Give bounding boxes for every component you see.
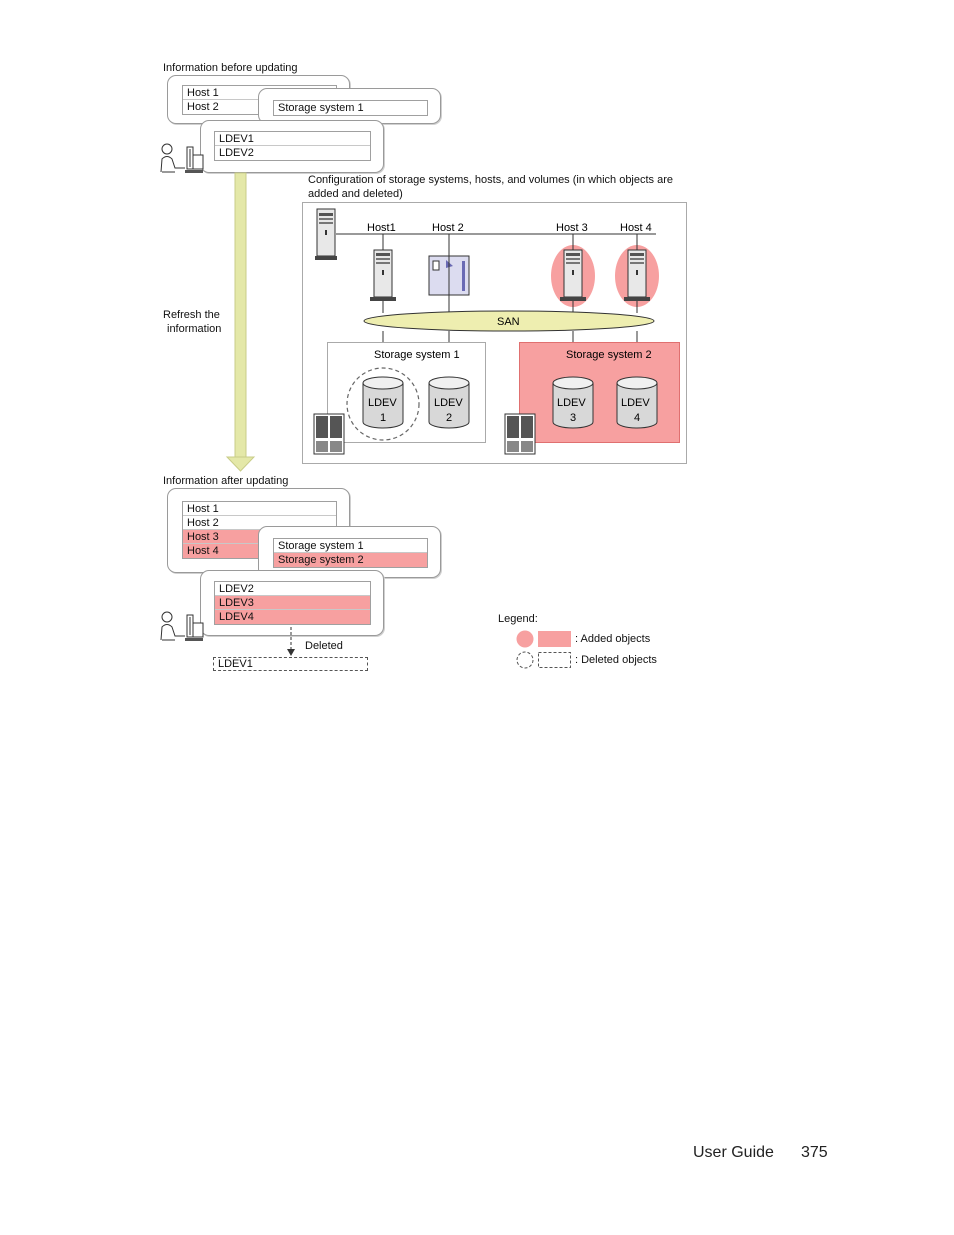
before-title: Information before updating xyxy=(163,62,298,74)
legend-added-rect xyxy=(538,631,571,647)
list-item: Host 2 xyxy=(187,101,219,113)
management-server-icon xyxy=(315,209,337,260)
list-item-added: Host 3 xyxy=(183,530,336,544)
list-item: Storage system 1 xyxy=(278,102,364,114)
legend-added-label: : Added objects xyxy=(575,633,651,645)
legend-deleted-label: : Deleted objects xyxy=(575,654,657,666)
before-ldev-list xyxy=(214,131,371,161)
refresh-label-line1: Refresh the xyxy=(163,309,220,321)
storage-cabinet2-icon xyxy=(505,414,535,454)
config-caption-line1: Configuration of storage systems, hosts, and volumes (in which objects are xyxy=(308,174,674,186)
legend-added-circle xyxy=(517,631,534,648)
ldev-label: LDEV xyxy=(434,397,463,409)
list-item: LDEV1 xyxy=(215,132,370,146)
legend-deleted-circle xyxy=(517,652,533,668)
ldev3-cylinder-icon xyxy=(553,377,593,428)
before-storage-panel xyxy=(258,88,441,124)
legend-swatches xyxy=(515,629,577,671)
ldev4-cylinder-icon xyxy=(617,377,657,428)
host-label: Host1 xyxy=(367,222,396,234)
host-label: Host 4 xyxy=(620,222,652,234)
list-item: Host 1 xyxy=(183,86,336,100)
ldev-label: LDEV xyxy=(368,397,397,409)
list-item: Host 1 xyxy=(183,502,336,516)
user-at-computer-icon xyxy=(159,610,205,642)
ldev1-cylinder-icon xyxy=(363,377,403,428)
list-item-added: Host 4 xyxy=(183,544,336,558)
host-label: Host 3 xyxy=(556,222,588,234)
config-caption-line2: added and deleted) xyxy=(308,188,403,200)
ldev-label: LDEV xyxy=(621,397,650,409)
ldev-number: 3 xyxy=(570,412,577,424)
san-label: SAN xyxy=(497,316,520,328)
ldev-label: LDEV xyxy=(557,397,586,409)
ldev-number: 1 xyxy=(380,412,387,424)
host2-server-icon xyxy=(429,256,469,295)
storage-cabinet1-icon xyxy=(314,414,344,454)
configuration-diagram xyxy=(300,200,690,466)
host3-server-icon xyxy=(560,250,586,301)
refresh-arrow xyxy=(225,172,257,474)
deleted-arrow xyxy=(284,626,298,658)
legend-title: Legend: xyxy=(498,613,538,625)
storage-system2-label: Storage system 2 xyxy=(566,349,652,361)
footer-page-number: 375 xyxy=(801,1144,828,1161)
host1-server-icon xyxy=(370,250,396,301)
list-item: LDEV2 xyxy=(219,147,254,159)
storage-system1-label: Storage system 1 xyxy=(374,349,460,361)
ldev-number: 2 xyxy=(446,412,453,424)
after-storage-list xyxy=(273,538,428,568)
list-item: Host 2 xyxy=(183,516,336,530)
list-item-added: LDEV4 xyxy=(215,610,370,624)
legend-deleted-rect xyxy=(539,653,571,668)
list-item: Storage system 1 xyxy=(274,539,427,553)
list-item-added: LDEV3 xyxy=(215,596,370,610)
deleted-label: Deleted xyxy=(305,640,343,652)
host4-server-icon xyxy=(624,250,650,301)
ldev-number: 4 xyxy=(634,412,641,424)
footer-guide-title: User Guide xyxy=(693,1144,774,1161)
after-ldev-list xyxy=(214,581,371,625)
list-item: LDEV2 xyxy=(215,582,370,596)
deleted-ldev-item: LDEV1 xyxy=(213,657,368,671)
ldev2-cylinder-icon xyxy=(429,377,469,428)
host-label: Host 2 xyxy=(432,222,464,234)
refresh-label-line2: information xyxy=(167,323,222,335)
list-item-added: Storage system 2 xyxy=(274,553,427,567)
user-at-computer-icon xyxy=(159,142,205,174)
after-title: Information after updating xyxy=(163,475,289,487)
before-ldev-panel xyxy=(200,120,384,173)
before-storage-list xyxy=(273,100,428,116)
